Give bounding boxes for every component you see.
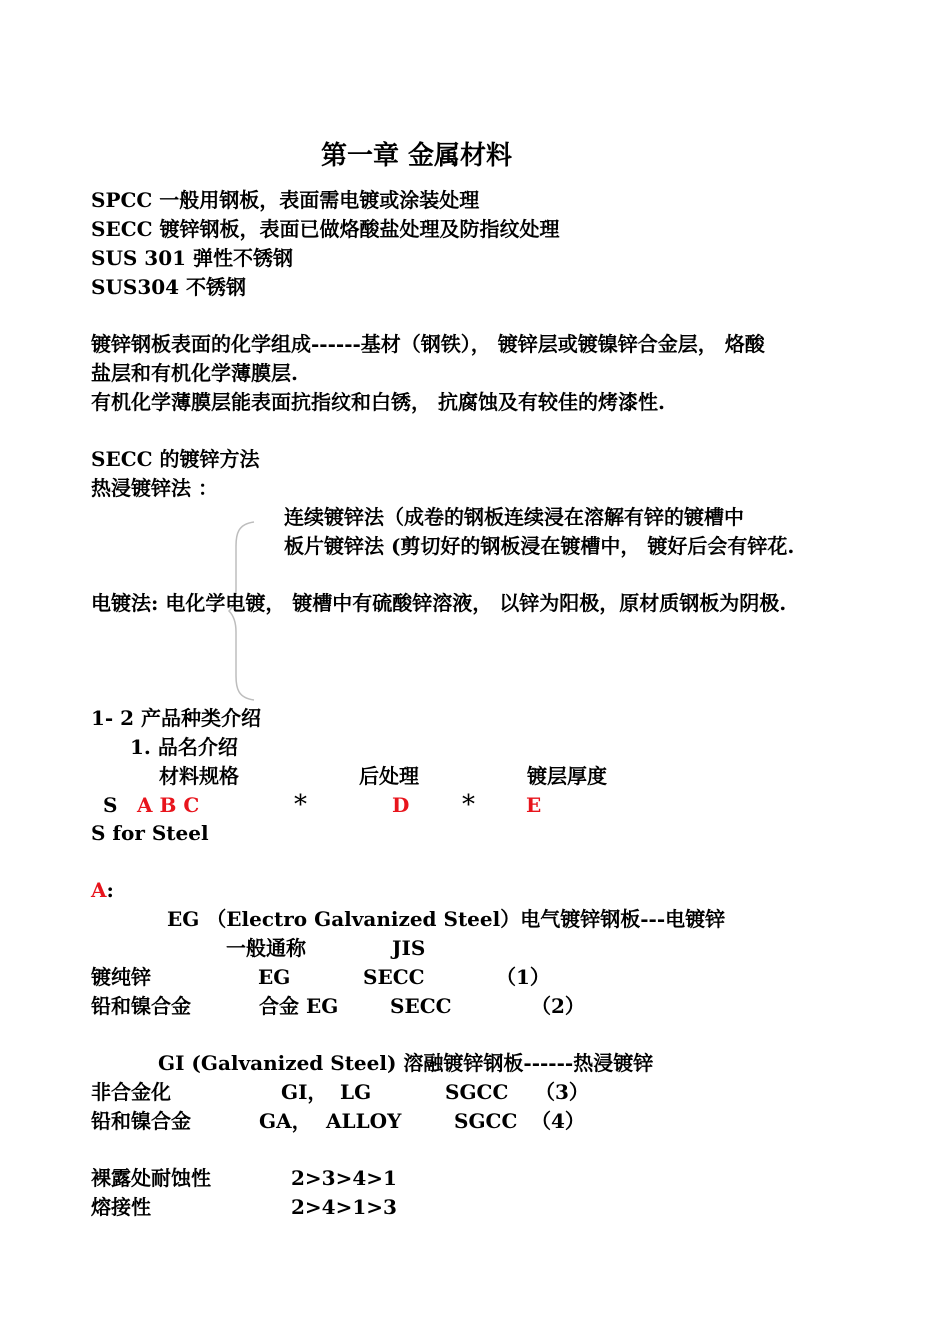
row1-num: （1） [496,965,550,989]
row3-common-1: GI， [281,1080,328,1104]
sheet-method: 板片镀锌法 (剪切好的钢板浸在镀槽中， 镀好后会有锌花. [284,534,795,558]
row2-common: 合金 EG [259,994,339,1018]
material-sus301: SUS 301 弹性不锈钢 [91,246,294,270]
row1-common: EG [258,965,291,989]
material-spcc: SPCC 一般用钢板，表面需电镀或涂装处理 [91,188,480,212]
col-coating-thickness: 镀层厚度 [527,764,607,788]
row1-jis: SECC [363,965,425,989]
material-sus304: SUS304 不锈钢 [91,275,247,299]
section-a-letter: A [91,878,107,902]
col-material-spec: 材料规格 [159,764,239,788]
row4-common-1: GA， [259,1109,312,1133]
row2-name: 铅和镍合金 [91,994,191,1018]
code-s: S [103,793,118,817]
row4-jis: SGCC [454,1109,518,1133]
header-jis: JIS [392,936,426,960]
composition-line-1: 镀锌钢板表面的化学组成------基材（钢铁）， 镀锌层或镀镍锌合金层， 烙酸 [91,332,765,356]
section-a-colon: : [106,878,114,902]
s-for-steel: S for Steel [91,821,209,845]
code-star-2: * [462,790,475,820]
row2-num: （2） [531,994,585,1018]
gi-title: GI (Galvanized Steel) 溶融镀锌钢板------热浸镀锌 [158,1051,654,1075]
col-post-treatment: 后处理 [359,764,419,788]
row4-common-2: ALLOY [326,1109,402,1133]
material-secc: SECC 镀锌钢板，表面已做烙酸盐处理及防指纹处理 [91,217,560,241]
row4-name: 铅和镍合金 [91,1109,191,1133]
code-e: E [526,793,542,817]
composition-line-2: 盐层和有机化学薄膜层. [91,361,298,385]
row3-num: （3） [535,1080,589,1104]
product-name-subheading: 1. 品名介绍 [130,735,238,759]
header-common-name: 一般通称 [226,936,306,960]
page-title: 第一章 金属材料 [321,141,513,171]
products-heading: 1- 2 产品种类介绍 [91,706,262,730]
row3-common-2: LG [340,1080,372,1104]
eg-title: EG （Electro Galvanized Steel）电气镀锌钢板---电镀锌 [167,907,726,931]
section-a-label [91,878,114,902]
row2-jis: SECC [390,994,452,1018]
weld-value: 2>4>1>3 [291,1195,397,1219]
row3-name: 非合金化 [91,1080,171,1104]
code-d: D [392,793,410,817]
continuous-method: 连续镀锌法（成卷的钢板连续浸在溶解有锌的镀槽中 [284,505,744,529]
weld-label: 熔接性 [91,1195,151,1219]
code-abc: A B C [137,793,200,817]
row4-num: （4） [531,1109,585,1133]
composition-line-3: 有机化学薄膜层能表面抗指纹和白锈， 抗腐蚀及有较佳的烤漆性. [91,390,665,414]
corrosion-value: 2>3>4>1 [291,1166,397,1190]
row3-jis: SGCC [445,1080,509,1104]
hot-dip-label: 热浸镀锌法 ： [91,476,218,500]
corrosion-label: 裸露处耐蚀性 [91,1166,211,1190]
code-star-1: * [294,790,307,820]
row1-name: 镀纯锌 [91,965,151,989]
electroplating-line: 电镀法: 电化学电镀， 镀槽中有硫酸锌溶液， 以锌为阳极，原材质钢板为阴极. [91,591,787,615]
methods-heading: SECC 的镀锌方法 [91,447,260,471]
